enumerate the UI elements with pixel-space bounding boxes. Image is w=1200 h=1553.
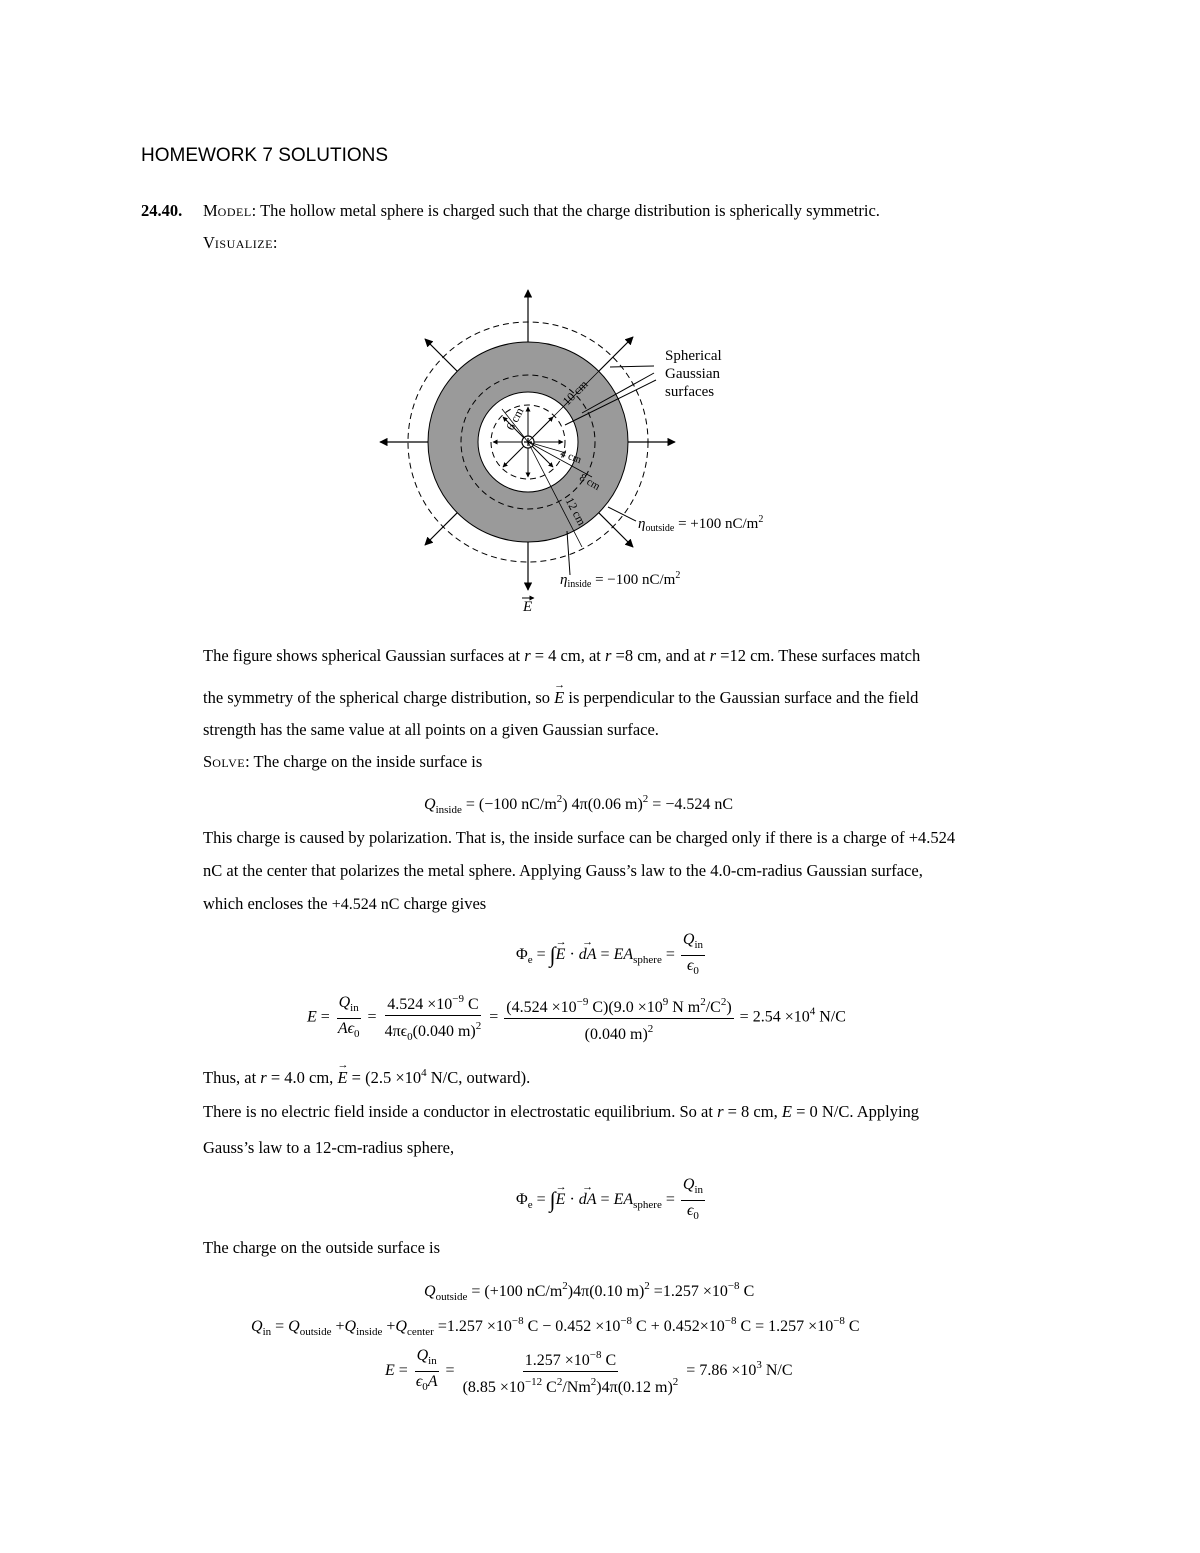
para-gauss-12cm: Gauss’s law to a 12-cm-radius sphere,: [203, 1138, 455, 1157]
gaussian-sphere-figure: [370, 285, 810, 620]
field-E-label: E: [523, 599, 533, 615]
model-label: MODEL:: [203, 201, 257, 220]
para-polarization-2: nC at the center that polarizes the metal sphere. Applying Gauss’s law to the 4.0-cm-radius Gaussian surface,: [203, 861, 923, 880]
dim-4cm: 4 cm: [558, 447, 584, 467]
solve-label: SOLVE:: [203, 752, 250, 771]
label-surfaces: surfaces: [665, 384, 715, 400]
equation-gauss-flux-1: $\Phi_e$ = ∫→ E · → dA = $EA_{sphere}$ = $\frac{Q_{in}}{\epsilon_0}$: [516, 930, 707, 981]
solve-line: SOLVE: The charge on the inside surface is: [203, 752, 483, 771]
model-line: [203, 201, 880, 222]
equation-field-4cm: E = $\frac{Q_{in}}{A\epsilon_0}$ = $\frac{4.524 \times 10^{-9} C}{4\pi\epsilon_0(0.040 m)^2}$ = $\frac{(4.524 \times 10^{-9} C)(9.0 \times 10^9 N m^2/C^2)}{(0.040 m)^2}$ = $2.54 \times 10^4$ N/C: [307, 989, 846, 1047]
equation-q-enclosed: $Q_{in} = Q_{outside} +Q_{inside} +Q_{center} =1.257 \times 10^{-8}$ $C - 0.452 \times 10^{-8}$ $C + 0.452\times 10^{-8}$ $C = 1.257 \times 10^{-8}$ C: [251, 1315, 860, 1338]
page-title: HOMEWORK 7 SOLUTIONS: [141, 145, 389, 166]
para-figure-description: The figure shows spherical Gaussian surfaces at r = 4 cm, at r =8 cm, and at r =12 cm. These surfaces match: [203, 646, 921, 665]
eta-inside-label: $\eta_{inside} = -100$ $nC/m^2$: [560, 570, 681, 590]
equation-q-outside: $Q_{outside} = (+100$ $nC/m^2)4\pi(0.10$ $m)^2 =1.257 \times 10^{-8}$ C: [424, 1280, 755, 1303]
equation-gauss-flux-2: $\Phi_e$ = ∫→ E · → dA = $EA_{sphere}$ = $\frac{Q_{in}}{\epsilon_0}$: [516, 1175, 707, 1226]
para-result-4cm: Thus, at r = 4.0 cm, → $E = (2.5 \times 10^4$ N/C, outward).: [203, 1063, 530, 1088]
problem-number: 24.40.: [141, 201, 183, 220]
label-gaussian: Gaussian: [665, 366, 720, 382]
dim-12cm: 12 cm: [562, 495, 589, 528]
equation-field-12cm: E = $\frac{Q_{in}}{\epsilon_0A}$ = $\frac{1.257 \times 10^{-8} C}{(8.85 \times 10^{-12} C^2/Nm^2)4\pi(0.12 m)^2}$ = $7.86 \times 10^3$ N/C: [385, 1347, 793, 1396]
para-conductor: There is no electric field inside a conductor in electrostatic equilibrium. So at r = 8 cm, E = 0 N/C. Applying: [203, 1102, 920, 1121]
para-outside-charge: The charge on the outside surface is: [203, 1238, 441, 1257]
para-polarization-1: This charge is caused by polarization. That is, the inside surface can be charged only if there is a charge of +4.524: [203, 828, 956, 847]
equation-q-inside: $Q_{inside} = (-100$ $nC/m^2$) 4π(0.06 m)$^2$ = −4.524 nC: [424, 793, 734, 816]
model-text: The hollow metal sphere is charged such that the charge distribution is spherically symmetric.: [260, 201, 880, 220]
visualize-label: VISUALIZE:: [203, 233, 278, 252]
dim-6cm: 6 cm: [503, 405, 527, 433]
dim-10cm: 10 cm: [559, 377, 591, 409]
para-field-strength: strength has the same value at all points on a given Gaussian surface.: [203, 720, 659, 739]
label-spherical: Spherical: [665, 348, 722, 364]
para-symmetry: the symmetry of the spherical charge distribution, so → E is perpendicular to the Gaussian surface and the field: [203, 688, 918, 708]
dim-8cm: 8 cm: [577, 471, 603, 493]
eta-outside-label: $\eta_{outside} = +100$ $nC/m^2$: [638, 514, 764, 534]
para-polarization-3: which encloses the +4.524 nC charge gives: [203, 894, 487, 913]
